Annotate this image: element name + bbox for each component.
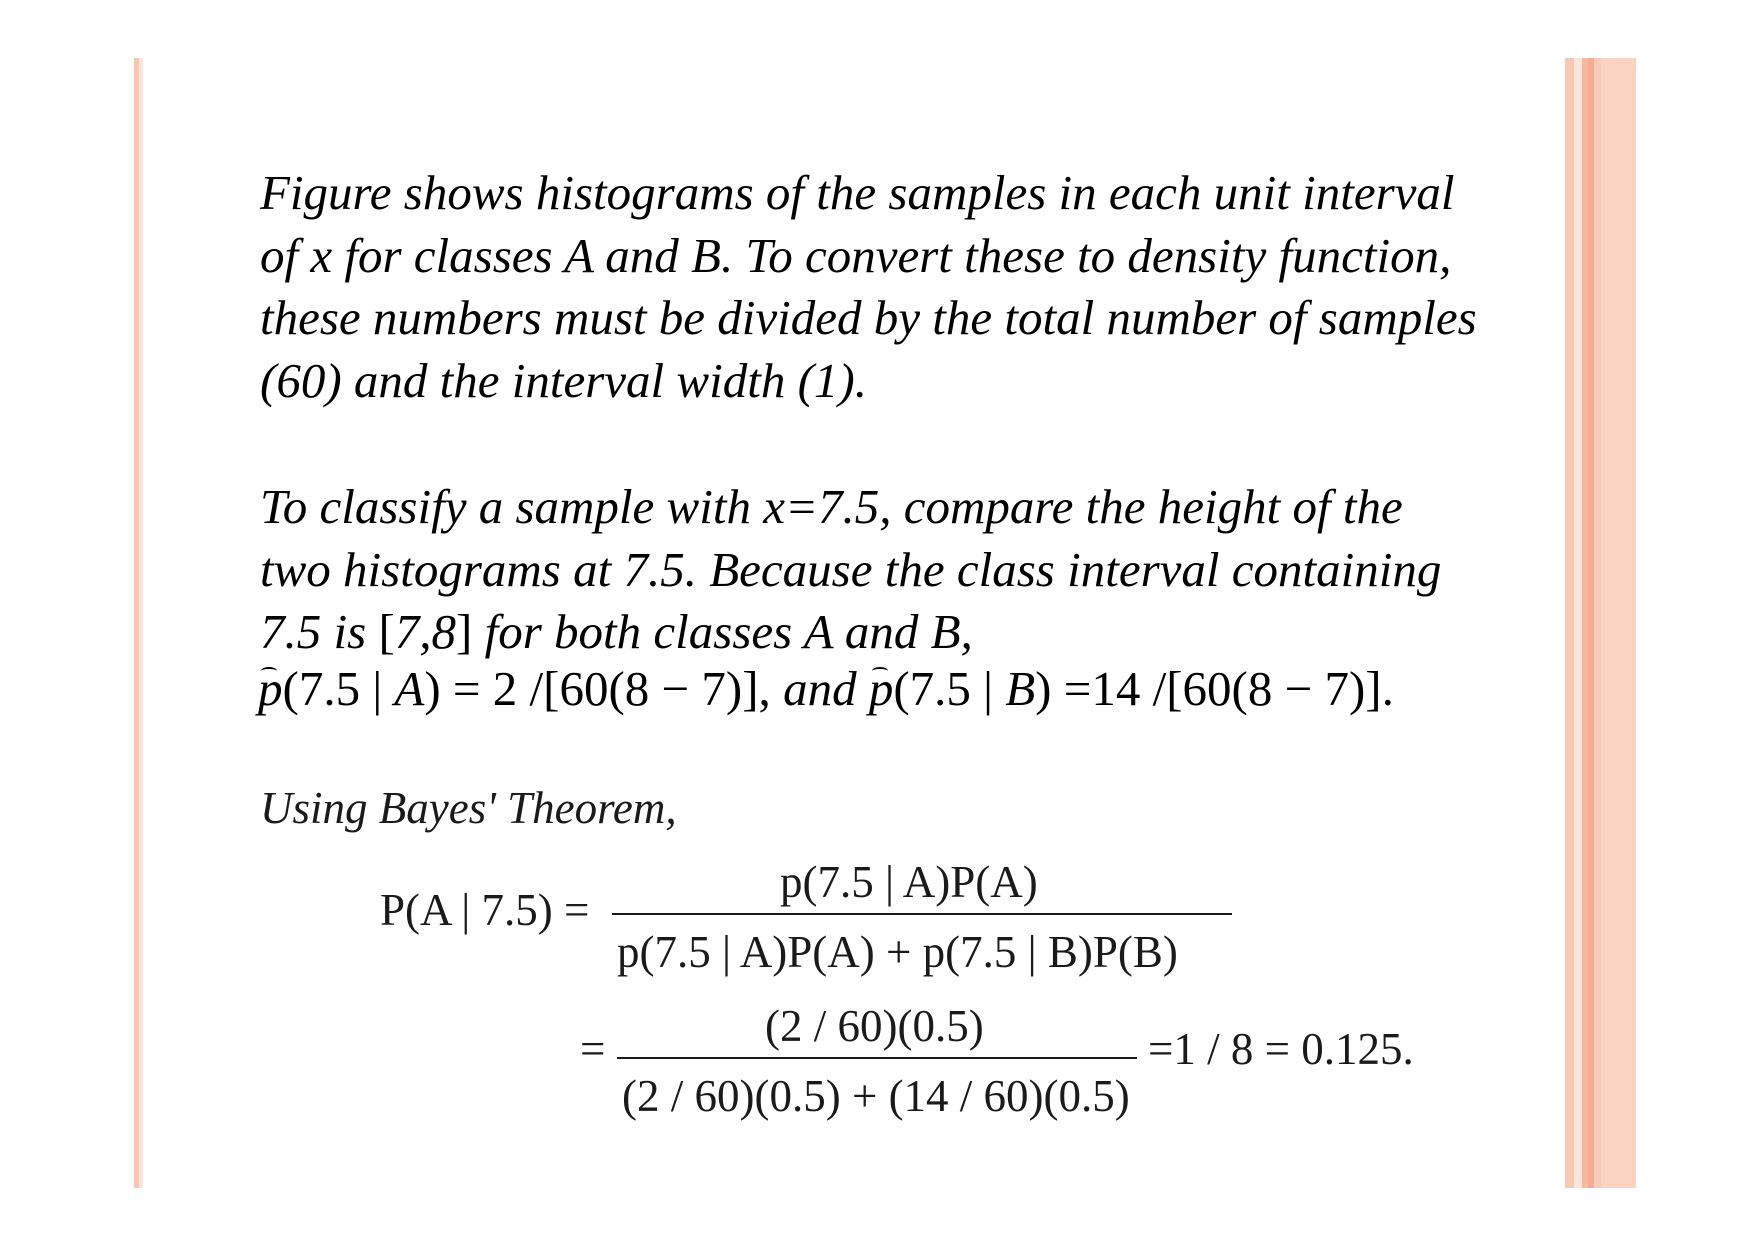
math-text: (7.5 | — [893, 661, 1006, 716]
text-line — [260, 601, 1441, 664]
bayes-intro: Using Bayes' Theorem, — [260, 783, 677, 833]
numeric-numerator: (2 / 60)(0.5) — [765, 1001, 984, 1051]
math-text: ) = 2 /[60(8 − 7)], — [424, 661, 771, 716]
text-segment: for both classes A and B, — [472, 604, 973, 659]
text-line: To classify a sample with x=7.5, compare the height of the — [260, 479, 1403, 534]
text-line: these numbers must be divided by the total number of samples — [260, 290, 1477, 345]
class-symbol: B — [1005, 661, 1036, 716]
posterior-lhs: P(A | 7.5) = — [380, 885, 590, 935]
math-text: (7.5 | — [282, 661, 395, 716]
p-hat-symbol: p — [868, 661, 894, 716]
class-symbol: A — [394, 661, 425, 716]
right-decor-band — [1574, 58, 1582, 1188]
text-line: Figure shows histograms of the samples in each unit interval — [260, 165, 1455, 220]
bayes-denominator: p(7.5 | A)P(A) + p(7.5 | B)P(B) — [617, 927, 1178, 977]
p-hat-symbol: p — [258, 661, 283, 716]
text-line: (60) and the interval width (1). — [260, 352, 867, 408]
right-decor-band — [1594, 58, 1601, 1188]
conjunction: and — [783, 661, 857, 716]
numeric-denominator: (2 / 60)(0.5) + (14 / 60)(0.5) — [622, 1071, 1130, 1121]
right-decor-band — [1601, 58, 1636, 1188]
text-segment: 7.5 is — [260, 604, 379, 659]
text-line: two histograms at 7.5. Because the class interval containing — [260, 541, 1442, 597]
text-line: of x for classes A and B. To convert these to density function, — [260, 227, 1452, 283]
equals-sign: = — [580, 1024, 606, 1074]
density-estimate-equation — [258, 660, 1394, 717]
intro-paragraph — [260, 162, 1477, 412]
right-decor-band — [1565, 58, 1574, 1188]
fraction-bar — [612, 913, 1232, 915]
fraction-bar — [617, 1057, 1137, 1059]
posterior-result: =1 / 8 = 0.125. — [1148, 1024, 1414, 1074]
classify-paragraph — [260, 476, 1441, 664]
math-text: ) =14 /[60(8 − 7)]. — [1035, 661, 1394, 716]
bracket: [ — [378, 604, 395, 659]
bracket: ] — [456, 604, 473, 659]
interval-value: 7,8 — [394, 604, 457, 659]
bayes-numerator: p(7.5 | A)P(A) — [780, 857, 1038, 907]
left-decor-stripe-light — [139, 58, 143, 1188]
